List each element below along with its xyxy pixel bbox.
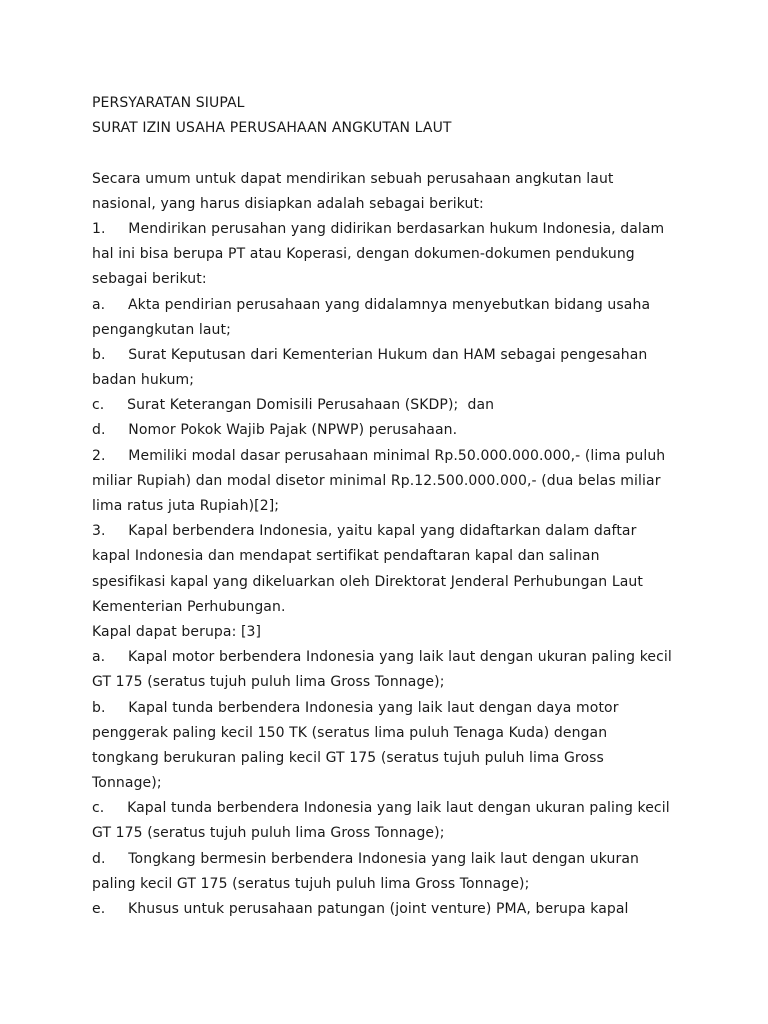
sub-item-a: a. Akta pendirian perusahaan yang didalamnya menyebutkan bidang usaha <box>92 296 651 313</box>
sub-item-a: a. Kapal motor berbendera Indonesia yang laik laut dengan ukuran paling kecil <box>92 649 672 666</box>
list-item-3: 3. Kapal berbendera Indonesia, yaitu kapal yang didaftarkan dalam daftar <box>92 523 637 540</box>
text-line: lima ratus juta Rupiah)[2]; <box>92 498 280 514</box>
text-line: spesifikasi kapal yang dikeluarkan oleh Direktorat Jenderal Perhubungan Laut <box>92 573 643 590</box>
text-line: miliar Rupiah) dan modal disetor minimal Rp.12.500.000.000,- (dua belas miliar <box>92 472 661 489</box>
text-line: Tonnage); <box>92 775 162 792</box>
text-line: sebagai berikut: <box>92 271 207 288</box>
text-line: Secara umum untuk dapat mendirikan sebuah perusahaan angkutan laut <box>92 170 614 187</box>
text-line: tongkang berukuran paling kecil GT 175 (seratus tujuh puluh lima Gross <box>92 749 604 766</box>
text-line: penggerak paling kecil 150 TK (seratus lima puluh Tenaga Kuda) dengan <box>92 724 608 741</box>
document-title: PERSYARATAN SIUPAL <box>92 95 245 111</box>
text-line: nasional, yang harus disiapkan adalah sebagai berikut: <box>92 195 484 212</box>
text-line: Kementerian Perhubungan. <box>92 598 286 615</box>
sub-item-d: d. Nomor Pokok Wajib Pajak (NPWP) perusahaan. <box>92 422 458 439</box>
sub-item-e: e. Khusus untuk perusahaan patungan (joint venture) PMA, berupa kapal <box>92 901 629 917</box>
sub-item-b: b. Surat Keputusan dari Kementerian Hukum dan HAM sebagai pengesahan <box>92 346 648 363</box>
text-line: paling kecil GT 175 (seratus tujuh puluh lima Gross Tonnage); <box>92 875 530 892</box>
document-subtitle: SURAT IZIN USAHA PERUSAHAAN ANGKUTAN LAUT <box>92 120 452 137</box>
text-line: kapal Indonesia dan mendapat sertifikat pendaftaran kapal dan salinan <box>92 548 600 565</box>
text-line: hal ini bisa berupa PT atau Koperasi, dengan dokumen-dokumen pendukung <box>92 246 635 263</box>
text-line: GT 175 (seratus tujuh puluh lima Gross Tonnage); <box>92 825 445 842</box>
sub-item-b: b. Kapal tunda berbendera Indonesia yang laik laut dengan daya motor <box>92 699 619 716</box>
sub-item-c: c. Surat Keterangan Domisili Perusahaan (SKDP); dan <box>92 397 495 414</box>
document-body <box>92 91 712 922</box>
text-line: badan hukum; <box>92 372 195 389</box>
paragraph-spacer <box>92 141 712 166</box>
sub-item-c: c. Kapal tunda berbendera Indonesia yang laik laut dengan ukuran paling kecil <box>92 800 670 817</box>
sub-item-d: d. Tongkang bermesin berbendera Indonesia yang laik laut dengan ukuran <box>92 850 640 867</box>
text-line: Kapal dapat berupa: [3] <box>92 623 262 640</box>
list-item-2: 2. Memiliki modal dasar perusahaan minimal Rp.50.000.000.000,- (lima puluh <box>92 447 666 464</box>
list-item-1: 1. Mendirikan perusahan yang didirikan berdasarkan hukum Indonesia, dalam <box>92 220 665 237</box>
text-line: pengangkutan laut; <box>92 321 231 338</box>
text-line: GT 175 (seratus tujuh puluh lima Gross Tonnage); <box>92 674 445 691</box>
